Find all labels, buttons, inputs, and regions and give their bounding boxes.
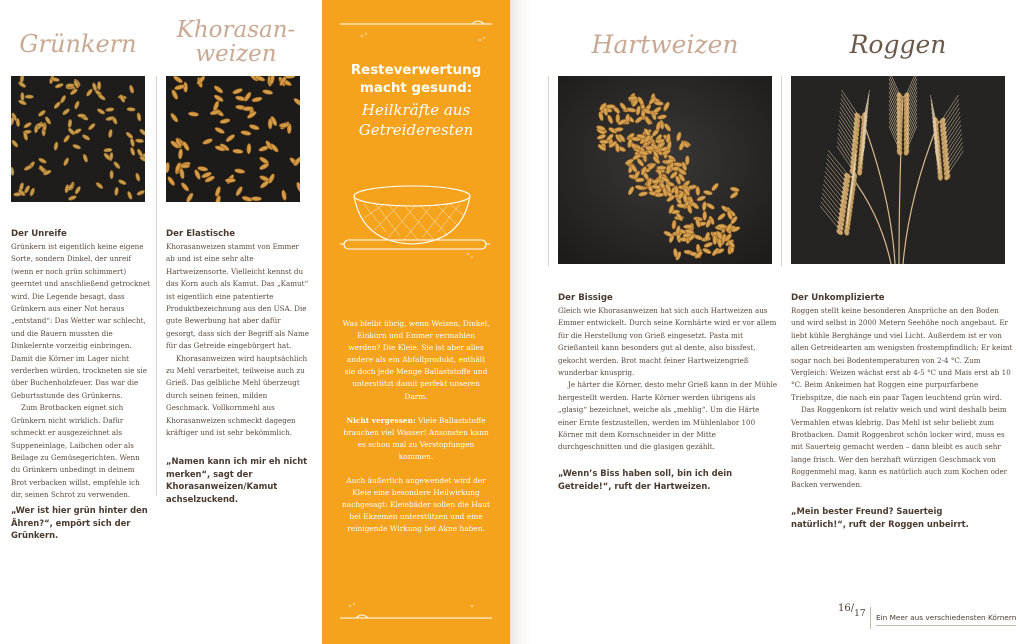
column-divider [781, 76, 782, 266]
sidebar-box [322, 0, 510, 644]
hartweizen-title: Hartweizen [591, 30, 739, 59]
hartweizen-paragraph-2: Je härter die Körner, desto mehr Grieß kann in der Mühle hergestellt werden. Harte Körner werden übrigens als „glasig“ bezeichnet, weiche als „mehlig“. Um die Härte einer Ernte festzustellen, werden im Mühlenlabor 100 Körner mit dem Kornschneider in der Mitte durchgeschnitten und die glasigen gezählt. [558, 380, 778, 452]
sidebar-paragraph-3: Auch äußerlich angewendet wird der Kleie eine besondere Heilwirkung nachgesagt: Kleiebäder sollen die Haut bei Ekzemen unterstützen und eine reinigende Wirkung bei Akne haben. [342, 476, 490, 534]
khorasan-subhead: Der Elastische [166, 229, 236, 239]
hartweizen-photo [558, 76, 772, 264]
column-divider [548, 76, 549, 266]
gruenkern-body [11, 241, 151, 502]
bowl-illustration [340, 182, 490, 262]
page-number-left: 16 [838, 603, 851, 614]
hartweizen-subhead: Der Bissige [558, 293, 613, 303]
gruenkern-title: Grünkern [19, 30, 137, 58]
page-number-right: 17 [854, 609, 866, 619]
khorasan-quote: „Namen kann ich mir eh nicht merken“, sagt der Khorasanweizen/Kamut achselzuckend. [166, 456, 308, 504]
khorasan-title [162, 18, 310, 66]
roggen-subhead: Der Unkomplizierte [791, 293, 885, 303]
page-numbers: 16/17 [838, 603, 866, 619]
gruenkern-quote: „Wer ist hier grün hinter den Ähren?“, empört sich der Grünkern. [11, 505, 148, 540]
gruenkern-paragraph-2: Zum Brotbacken eignet sich Grünkern nicht wirklich. Dafür schmeckt er ausgezeichnet als Suppeneinlage, Laibchen oder als Beilage zu Gemüsegerichten. Wenn du Grünkern unbedingt in deinem Brot verbacken willst, empfehle ich dir, seinen Schrot zu verwenden. [11, 403, 140, 500]
khorasan-body [166, 241, 309, 440]
gruenkern-subhead: Der Unreife [11, 229, 67, 239]
roggen-body [791, 305, 1013, 491]
sidebar-heading [322, 62, 510, 98]
khorasan-paragraph-1: Khorasanweizen stammt von Emmer ab und ist eine sehr alte Hartweizensorte. Vielleicht kennst du das Korn auch als Kamut. Das „Kamut“ ist eigentlich eine patentierte Produktbezeichnung aus den USA. Die gute Bewerbung hat aber dafür gesorgt, dass sich der Begriff als Name für das Getreide eingebürgert hat. [166, 242, 309, 351]
sidebar-paragraph-2-bold: Nicht vergessen: [346, 415, 416, 425]
sidebar-heading-line-1: Resteverwertung [350, 63, 482, 78]
hartweizen-paragraph-1: Gleich wie Khorasanweizen hat sich auch Hartweizen aus Emmer entwickelt. Durch seine Kornhärte wird er vor allem für die Herstellung von Grieß eingesetzt. Pasta mit Grießanteil kann besonders gut al dente, also bissfest, gekocht werden. Brot macht feiner Hartweizengrieß wunderbar knusprig. [558, 306, 777, 378]
top-ornament [322, 10, 510, 50]
gruenkern-photo [11, 76, 145, 202]
khorasan-photo [166, 76, 300, 202]
footer-section-title: Ein Meer aus verschiedensten Körnern [876, 613, 1016, 626]
sidebar-paragraph-2 [342, 415, 490, 463]
footer-divider [870, 607, 871, 629]
khorasan-paragraph-2: Khorasanweizen wird hauptsächlich zu Mehl verarbeitet, teilweise auch zu Grieß. Das gelbliche Mehl überzeugt durch seinen feinen, milden Geschmack. Vollkornmehl aus Khorasanweizen schmeckt dagegen kräftiger und ist sehr bekömmlich. [166, 353, 308, 438]
hartweizen-quote: „Wenn’s Biss haben soll, bin ich dein Getreide!“, ruft der Hartweizen. [558, 468, 733, 491]
column-divider [156, 76, 157, 496]
bottom-ornament [322, 596, 510, 636]
roggen-paragraph-1: Roggen stellt keine besonderen Ansprüche an den Boden und wird selbst in 2000 Metern Seehöhe noch angebaut. Er liebt kühle Berghänge und viel Licht. Außerdem ist er von allen Getreidearten am wenigsten frostempfindlich: Er keimt sogar noch bei Bodentemperaturen von 2-4 °C. Zum Vergleich: Weizen wächst erst ab 4-5 °C und Mais erst ab 10 °C. Beim Ankeimen hat Roggen eine purpurfarbene Triebspitze, die nach ein paar Tagen leuchtend grün wird. [791, 306, 1013, 402]
sidebar-paragraph-2-rest: Viele Ballaststoffe brauchen viel Wasser! Ansonsten kann es schon mal zu Verstopfungen kommen. [343, 415, 489, 461]
gruenkern-paragraph-1: Grünkern ist eigentlich keine eigene Sorte, sondern Dinkel, der unreif (wenn er noch grün schimmert) geerntet und anschließend getrocknet wird. Die Legende besagt, dass Grünkern aus einer Not heraus „entstand“: Das Wetter war schlecht, und die Bauern mussten die Dinkelernte vorzeitig einbringen. Damit die Körner im Lager nicht verderben würden, trockneten sie sie über Buchenholzfeuer. Das war die Geburtsstunde des Grünkerns. [11, 242, 151, 400]
sidebar-script-line-1: Heilkräfte aus [361, 101, 471, 119]
roggen-title: Roggen [849, 30, 947, 59]
roggen-photo [791, 76, 1005, 264]
sidebar-body [342, 318, 490, 536]
sidebar-paragraph-1: Was bleibt übrig, wenn Weizen, Dinkel, Einkorn und Emmer vermahlen werden? Die Kleie. Sie ist aber alles andere als ein Abfallprodukt, enthält sie doch jede Menge Ballaststoffe und unterstützt damit perfekt unseren Darm. [342, 319, 490, 401]
sidebar-script-line-2: Getreideresten [358, 121, 474, 139]
sidebar-heading-line-2: macht gesund: [359, 81, 473, 96]
hartweizen-body [558, 305, 780, 454]
roggen-quote: „Mein bester Freund? Sauerteig natürlich!“, ruft der Roggen unbeirrt. [791, 506, 969, 529]
sidebar-script-heading [322, 100, 510, 140]
khorasan-title-line-2: weizen [195, 41, 277, 67]
roggen-paragraph-2: Das Roggenkorn ist relativ weich und wird deshalb beim Vermahlen etwas klebrig. Das Mehl ist sehr beliebt zum Brotbacken. Damit Roggenbrot schön locker wird, muss es mit Sauerteig gemacht werden – dann bleibt es auch sehr lange frisch. Wer den herzhaft würzigen Geschmack von Roggenmehl mag, kann es natürlich auch zum Kochen oder Backen verwenden. [791, 405, 1008, 489]
khorasan-title-line-1: Khorasan- [176, 17, 296, 43]
